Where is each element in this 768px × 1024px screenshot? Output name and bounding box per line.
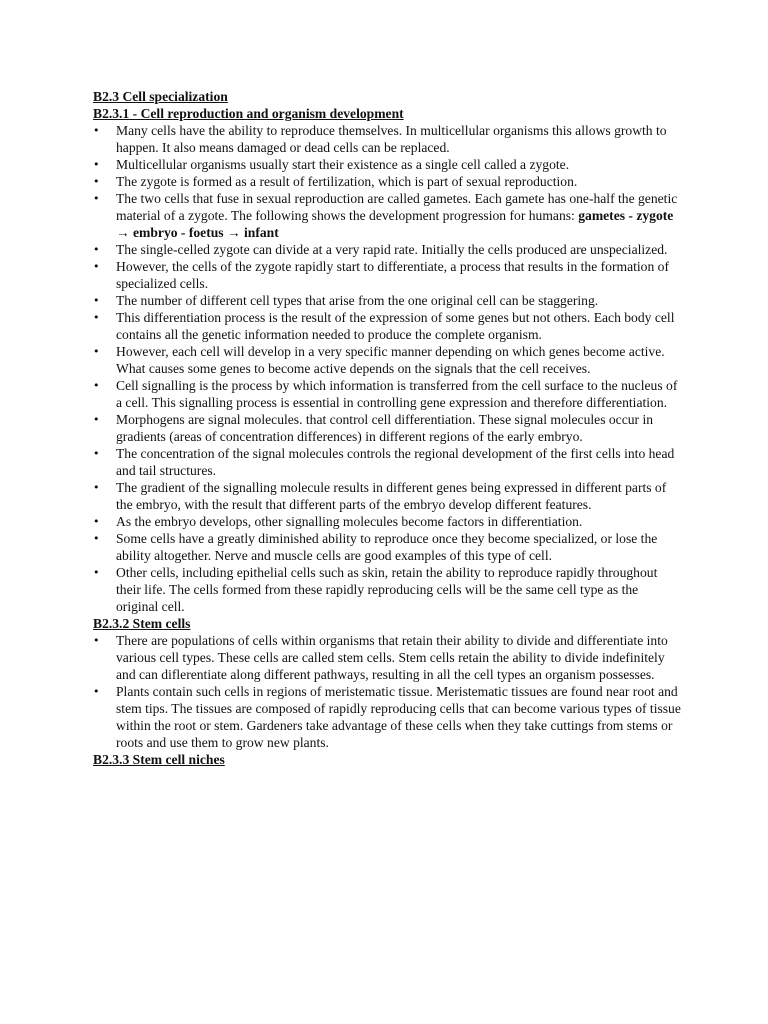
list-item: • Some cells have a greatly diminished ability to reproduce once they become specialized, or lose the ability altogether. Nerve and muscle cells are good examples of this type of cell. [93,530,683,564]
progression-bold: gametes - zygote → embryo - foetus → infant [116,208,674,240]
subsection-heading-2: B2.3.2 Stem cells [93,616,191,631]
list-item: • Morphogens are signal molecules. that control cell differentiation. These signal molecules occur in gradients (areas of concentration differences) in different regions of the early embryo. [93,411,683,445]
list-item: • Plants contain such cells in regions of meristematic tissue. Meristematic tissues are found near root and stem tips. The tissues are composed of rapidly reproducing cells that can become various types of tissue within the root or stem. Gardeners take advantage of these cells when they take cuttings from stems or roots and use them to grow new plants. [93,683,683,751]
list-item: • Many cells have the ability to reproduce themselves. In multicellular organisms this allows growth to happen. It also means damaged or dead cells can be replaced. [93,122,683,156]
list-item: • However, each cell will develop in a very specific manner depending on which genes become active. What causes some genes to become active depends on the signals that the cell receives. [93,343,683,377]
subsection-heading-3: B2.3.3 Stem cell niches [93,752,225,767]
list-item: • The single-celled zygote can divide at a very rapid rate. Initially the cells produced are unspecialized. [93,241,683,258]
list-item: • There are populations of cells within organisms that retain their ability to divide and differentiate into various cell types. These cells are called stem cells. Stem cells retain the ability to divide indefinitely and can diflerentiate along different pathways, resulting in all the cell types an organism possesses. [93,632,683,683]
list-item: • The gradient of the signalling molecule results in different genes being expressed in different parts of the embryo, with the result that different parts of the embryo develop different features. [93,479,683,513]
document-content [93,88,683,768]
bullet-list-2 [93,632,683,751]
list-item: • However, the cells of the zygote rapidly start to differentiate, a process that results in the formation of specialized cells. [93,258,683,292]
section-title: B2.3 Cell specialization [93,89,228,104]
list-item: • The zygote is formed as a result of fertilization, which is part of sexual reproduction. [93,173,683,190]
list-item: • The number of different cell types that arise from the one original cell can be staggering. [93,292,683,309]
list-item: • As the embryo develops, other signalling molecules become factors in differentiation. [93,513,683,530]
bullet-list-1 [93,122,683,615]
list-item-progression [93,190,683,241]
list-item: • The concentration of the signal molecules controls the regional development of the first cells into head and tail structures. [93,445,683,479]
progression-text: The two cells that fuse in sexual reproduction are called gametes. Each gamete has one-half the genetic material of a zygote. The following shows the development progression for humans: [116,191,678,223]
list-item: • Cell signalling is the process by which information is transferred from the cell surface to the nucleus of a cell. This signalling process is essential in controlling gene expression and therefore differentiation. [93,377,683,411]
list-item: • Other cells, including epithelial cells such as skin, retain the ability to reproduce rapidly throughout their life. The cells formed from these rapidly reproducing cells will be the same cell type as the original cell. [93,564,683,615]
list-item: • This differentiation process is the result of the expression of some genes but not others. Each body cell contains all the genetic information needed to produce the complete organism. [93,309,683,343]
list-item: • Multicellular organisms usually start their existence as a single cell called a zygote. [93,156,683,173]
subsection-heading-1: B2.3.1 - Cell reproduction and organism development [93,106,404,121]
